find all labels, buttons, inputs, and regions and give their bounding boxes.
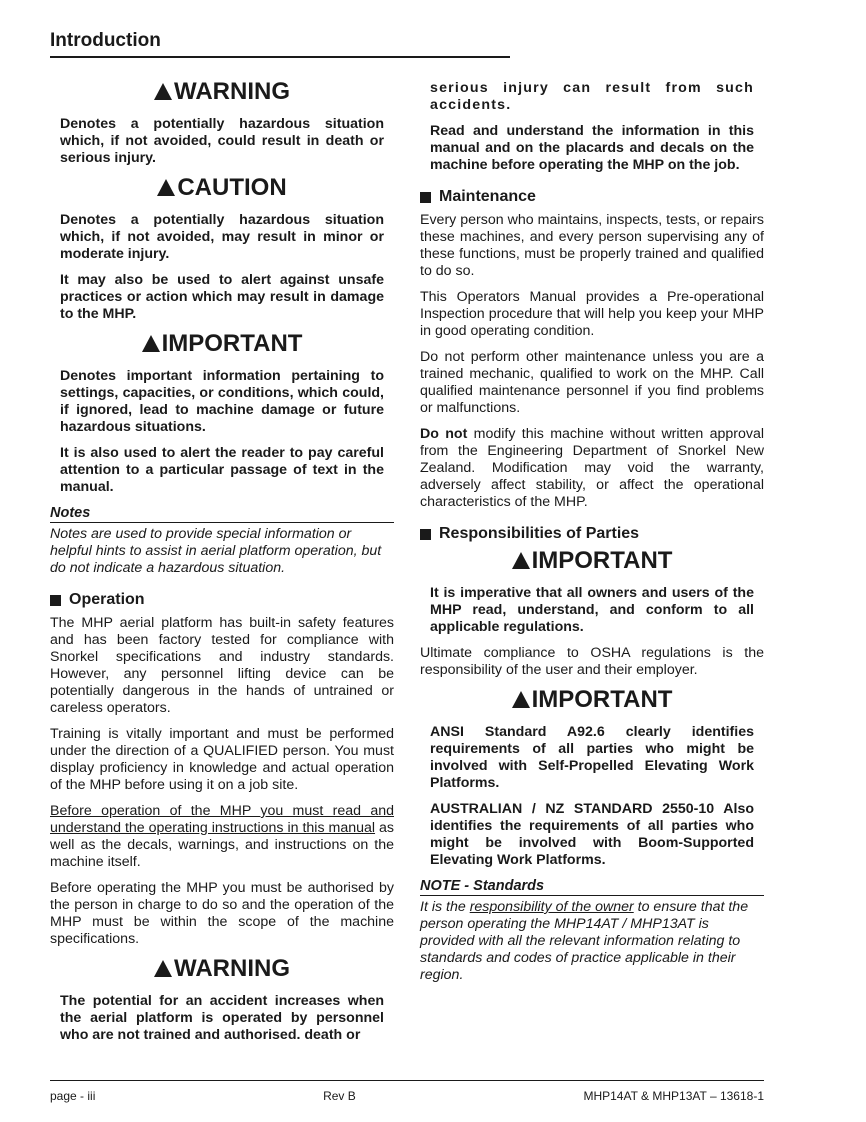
osha-text: Ultimate compliance to OSHA regulations is the responsibility of the user and their employer.	[420, 645, 764, 678]
operation-p1: The MHP aerial platform has built-in safety features and has been factory tested for compliance with Snorkel specifications and industry standards. However, any personnel lifting device can be potentially dangerous in the hands of untrained or careless operators.	[50, 615, 394, 716]
caution-triangle-icon	[157, 179, 175, 196]
warning-text: Denotes a potentially hazardous situation which, if not avoided, could result in death or serious injury.	[60, 116, 384, 166]
section-square-icon	[50, 595, 61, 606]
read-understand-text: Read and understand the information in this manual and on the placards and decals on the machine before operating the MHP on the job.	[430, 123, 754, 173]
important-triangle-icon	[512, 691, 530, 708]
revision: Rev B	[323, 1089, 356, 1103]
warning-continued-text: serious injury can result from such accidents.	[430, 80, 754, 113]
warning-text-2: The potential for an accident increases when the aerial platform is operated by personnel who are not trained and authorised. death or	[60, 993, 384, 1043]
operation-p3: Before operation of the MHP you must read and understand the operating instructions in this manual as well as the decals, warnings, and instructions on the machine itself.	[50, 803, 394, 870]
important-block-1	[50, 332, 394, 496]
caution-text-1: Denotes a potentially hazardous situation which, if not avoided, may result in minor or moderate injury.	[60, 212, 384, 262]
ansi-text: ANSI Standard A92.6 clearly identifies requirements of all parties who might be involved with Self-Propelled Elevating Work Platforms.	[430, 724, 754, 791]
australian-standard-text: AUSTRALIAN / NZ STANDARD 2550-10 Also identifies the requirements of all parties who might be involved with Boom-Supported Elevating Work Platforms.	[430, 801, 754, 868]
important-triangle-icon	[512, 552, 530, 569]
important-text-1: Denotes important information pertaining to settings, capacities, or conditions, which could, if ignored, lead to machine damage or future hazardous situations.	[60, 368, 384, 435]
operation-p4: Before operating the MHP you must be authorised by the person in charge to do so and the operation of the MHP must be within the scope of the machine specifications.	[50, 880, 394, 947]
page-header: Introduction	[50, 30, 510, 58]
notes-heading: Notes	[50, 505, 394, 523]
caution-text-2: It may also be used to alert against unsafe practices or action which may result in damage to the MHP.	[60, 272, 384, 322]
warning-triangle-icon	[154, 83, 172, 100]
section-square-icon	[420, 192, 431, 203]
page-footer	[50, 1080, 764, 1103]
maintenance-p2: This Operators Manual provides a Pre-operational Inspection procedure that will help you keep your MHP in good operating condition.	[420, 289, 764, 339]
note-standards-heading: NOTE - Standards	[420, 878, 764, 896]
notes-text: Notes are used to provide special information or helpful hints to assist in aerial platform operation, but do not indicate a hazardous situation.	[50, 526, 382, 576]
caution-heading: CAUTION	[60, 176, 384, 200]
maintenance-heading: Maintenance	[420, 188, 764, 206]
important-heading: IMPORTANT	[60, 332, 384, 356]
warning-heading-2: WARNING	[60, 957, 384, 981]
warning-block-2	[50, 957, 394, 1044]
note-standards-text: It is the responsibility of the owner to ensure that the person operating the MHP14AT / MHP13AT is provided with all the relevant information relating to standards and codes of practice applicable in their region.	[420, 899, 749, 983]
page-number: page - iii	[50, 1089, 96, 1103]
important-triangle-icon	[142, 335, 160, 352]
important-heading-3: IMPORTANT	[430, 688, 754, 712]
warning-triangle-icon	[154, 960, 172, 977]
important-text-3: It is imperative that all owners and users of the MHP read, understand, and conform to all applicable regulations.	[430, 585, 754, 635]
responsibilities-heading: Responsibilities of Parties	[420, 525, 764, 543]
maintenance-p1: Every person who maintains, inspects, tests, or repairs these machines, and every person supervising any of these functions, must be properly trained and qualified to do so.	[420, 212, 764, 279]
maintenance-p4: Do not modify this machine without written approval from the Engineering Department of Snorkel New Zealand. Modification may void the warranty, adversely affect stability, or affect the operational characteristics of the MHP.	[420, 426, 764, 510]
important-text-2: It is also used to alert the reader to pay careful attention to a particular passage of text in the manual.	[60, 445, 384, 495]
maintenance-p3: Do not perform other maintenance unless you are a trained mechanic, qualified to work on the MHP. Call qualified maintenance personnel if you find problems or malfunctions.	[420, 349, 764, 416]
warning-continuation	[420, 80, 764, 174]
caution-block	[50, 176, 394, 323]
operation-p2: Training is vitally important and must be performed under the direction of a QUALIFIED person. You must display proficiency in knowledge and actual operation of the MHP before using it on a job site.	[50, 726, 394, 793]
left-column	[50, 80, 394, 1053]
section-square-icon	[420, 529, 431, 540]
important-block-2	[420, 549, 764, 636]
right-column	[420, 80, 764, 988]
warning-heading: WARNING	[60, 80, 384, 104]
document-id: MHP14AT & MHP13AT – 13618-1	[583, 1089, 764, 1103]
important-block-3	[420, 688, 764, 869]
warning-block-1	[50, 80, 394, 167]
operation-heading: Operation	[50, 591, 394, 609]
important-heading-2: IMPORTANT	[430, 549, 754, 573]
